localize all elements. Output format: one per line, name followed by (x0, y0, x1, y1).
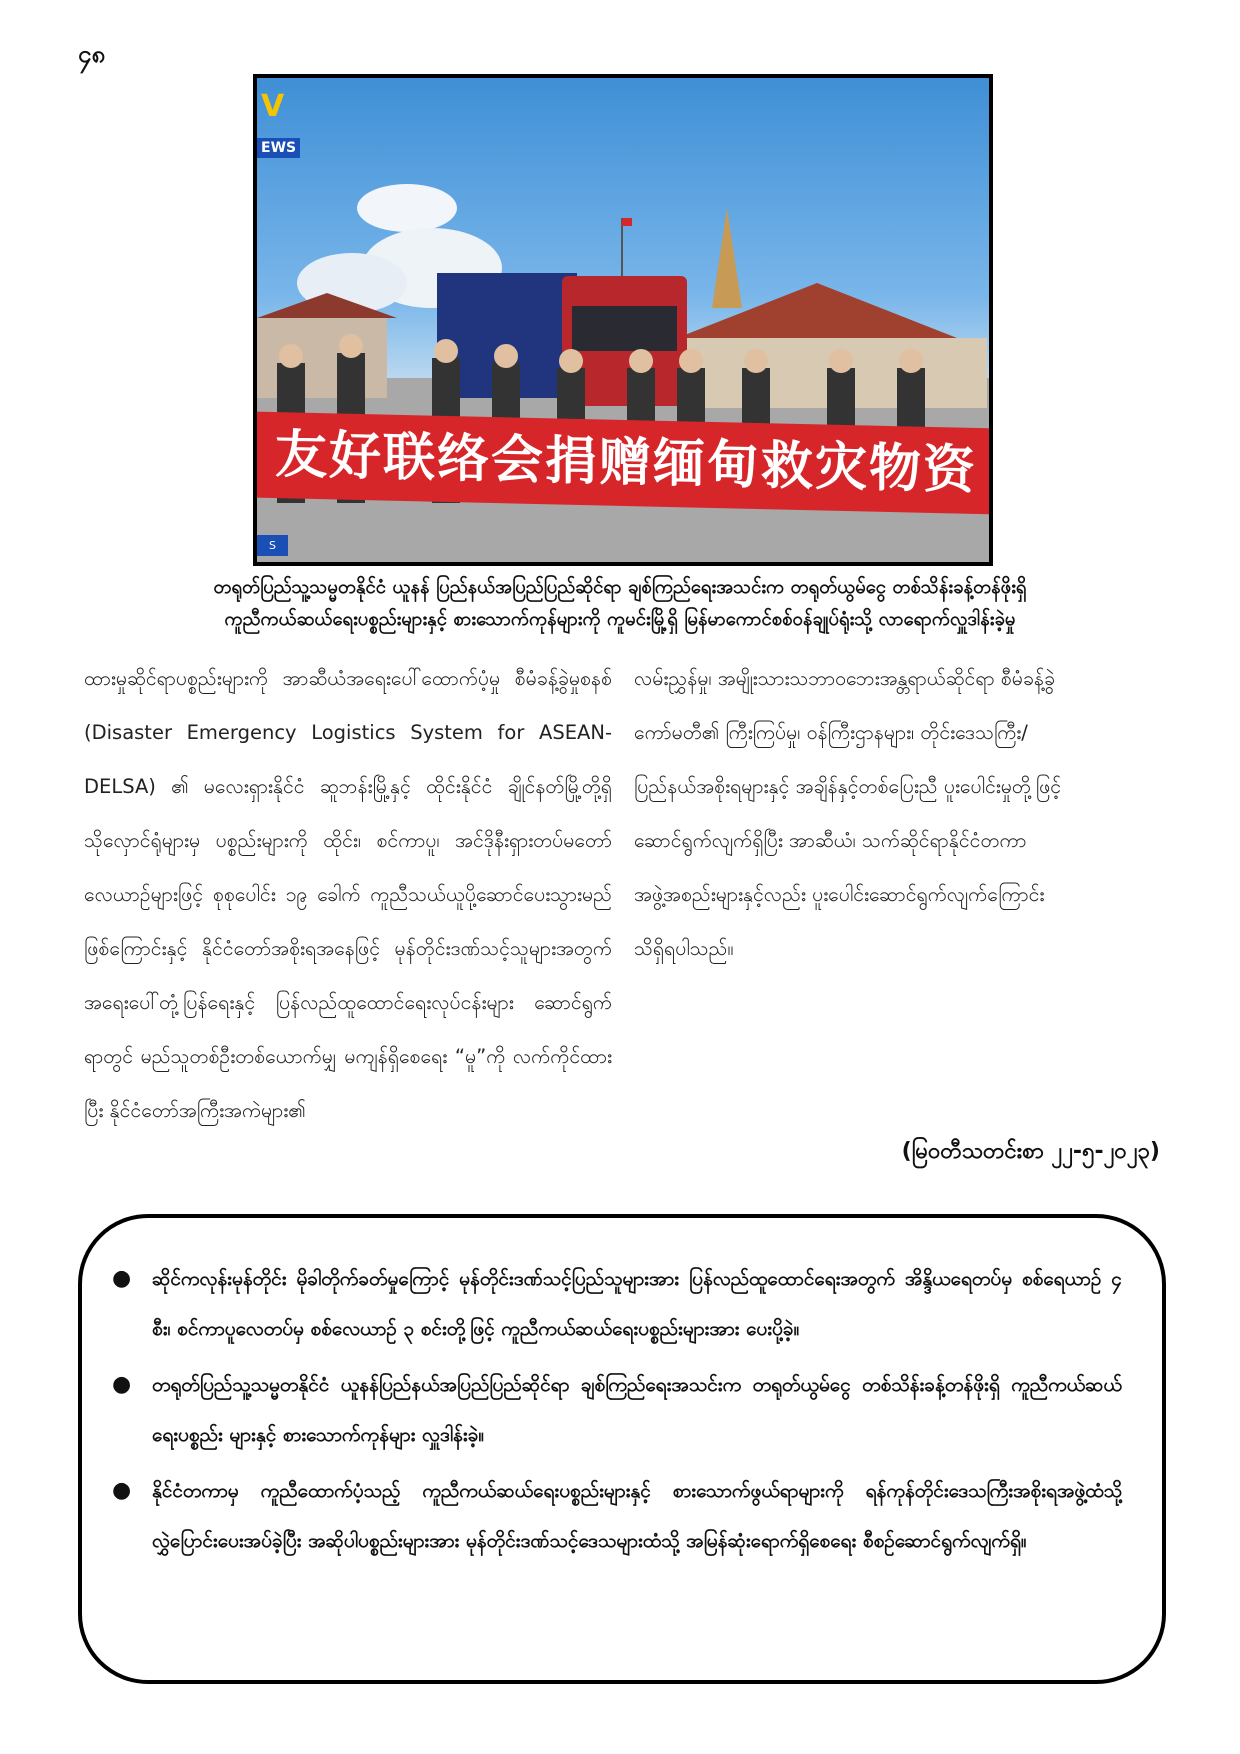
summary-box (78, 1214, 1166, 1684)
building (257, 318, 387, 398)
summary-item (112, 1254, 1122, 1354)
summary-item (112, 1466, 1122, 1566)
bullet-icon: ● (112, 1266, 132, 1291)
flag (622, 218, 632, 226)
summary-text: ဆိုင်ကလုန်းမုန်တိုင်း မိုခါတိုက်ခတ်မှုကြောင့် မုန်တိုင်းဒဏ်သင့်ပြည်သူများအား ပြန်လည်ထူထောင်ရေးအတွက် အိန္ဒိယရေတပ်မှ စစ်ရေယာဉ် ၄ စီး၊ စင်ကာပူလေတပ်မှ စစ်လေယာဉ် ၃ စင်းတို့ဖြင့် ကူညီကယ်ဆယ်ရေးပစ္စည်းများအား ပေးပို့ခဲ့။ (152, 1268, 1122, 1340)
summary-list (112, 1254, 1122, 1572)
article-line: အဖွဲ့အစည်းများနှင့်လည်း ပူးပေါင်းဆောင်ရွက်လျက်ကြောင်း (634, 883, 1045, 906)
red-banner: 友好联络会捐赠缅甸救灾物资 (257, 412, 993, 515)
summary-text: တရုတ်ပြည်သူ့သမ္မတနိုင်ငံ ယူနန်ပြည်နယ်အပြည်ပြည်ဆိုင်ရာ ချစ်ကြည်ရေးအသင်းက တရုတ်ယွမ်ငွေ တစ်သိန်းခန့်တန်ဖိုးရှိ ကူညီကယ်ဆယ်ရေးပစ္စည်း များနှင့် စားသောက်ကုန်များ လှူဒါန်းခဲ့။ (152, 1374, 1122, 1446)
article-line: ဆောင်ရွက်လျက်ရှိပြီး အာဆီယံ၊ သက်ဆိုင်ရာနိုင်ငံတကာ (634, 829, 1027, 852)
tv-logo-mark: V (261, 89, 285, 124)
article-column-left: ထားမှုဆိုင်ရာပစ္စည်းများကို အာဆီယံအရေးပေါ်ထောက်ပံ့မှု စီမံခန့်ခွဲမှုစနစ် (Disaster Emergency Logistics System for ASEAN- DELSA) ၏ မလေးရှားနိုင်ငံ ဆူဘန်းမြို့နှင့် ထိုင်းနိုင်ငံ ချိုင်နတ်မြို့တို့ရှိ သိုလှောင်ရုံများမှ ပစ္စည်းများကို ထိုင်း၊ စင်ကာပူ၊ အင်ဒိုနီးရှားတပ်မတော်လေယာဉ်များဖြင့် စုစုပေါင်း ၁၉ ခေါက် ကူညီသယ်ယူပို့ဆောင်ပေးသွားမည်ဖြစ်ကြောင်းနှင့် နိုင်ငံတော်အစိုးရအနေဖြင့် မုန်တိုင်းဒဏ်သင့်သူများအတွက် အရေးပေါ်တုံ့ပြန်ရေးနှင့် ပြန်လည်ထူထောင်ရေးလုပ်ငန်းများ ဆောင်ရွက်ရာတွင် မည်သူတစ်ဦးတစ်ယောက်မျှ မကျန်ရှိစေရေး “မူ”ကို လက်ကိုင်ထားပြီး နိုင်ငံတော်အကြီးအကဲများ၏ (84, 667, 612, 1122)
cloud (357, 184, 457, 232)
summary-item (112, 1360, 1122, 1460)
bullet-icon: ● (112, 1372, 132, 1397)
article-line: ပြည်နယ်အစိုးရများနှင့် အချိန်နှင့်တစ်ပြေးညီ ပူးပေါင်းမှုတို့ဖြင့် (634, 775, 1062, 798)
photo-caption (100, 572, 1140, 636)
bullet-icon: ● (112, 1478, 132, 1503)
source-citation: (မြဝတီသတင်းစာ ၂၂-၅-၂၀၂၃) (901, 1139, 1160, 1164)
truck-window (572, 306, 677, 351)
tv-lower-third: S (257, 535, 288, 556)
article-line: လမ်းညွှန်မှု၊ အမျိုးသားသဘာဝဘေးအန္တရာယ်ဆိုင်ရာ စီမံခန့်ခွဲ (634, 667, 1055, 690)
article-column-right (634, 652, 1162, 976)
pagoda (712, 208, 742, 308)
news-photo (253, 74, 993, 566)
tv-news-label: EWS (257, 138, 300, 158)
tv-channel-logo (261, 89, 295, 132)
caption-line: တရုတ်ပြည်သူ့သမ္မတနိုင်ငံ ယူနန် ပြည်နယ်အပြည်ပြည်ဆိုင်ရာ ချစ်ကြည်ရေးအသင်းက တရုတ်ယွမ်ငွေ တစ်သိန်းခန့်တန်ဖိုးရှိ (213, 577, 1027, 598)
article-line: သိရှိရပါသည်။ (634, 937, 734, 960)
summary-text: နိုင်ငံတကာမှ ကူညီထောက်ပံ့သည့် ကူညီကယ်ဆယ်ရေးပစ္စည်းများနှင့် စားသောက်ဖွယ်ရာများကို ရန်ကုန်တိုင်းဒေသကြီးအစိုးရအဖွဲ့ထံသို့ လွှဲပြောင်းပေးအပ်ခဲ့ပြီး အဆိုပါပစ္စည်းများအား မုန်တိုင်းဒဏ်သင့်ဒေသများထံသို့ အမြန်ဆုံးရောက်ရှိစေရေး စီစဉ်ဆောင်ရွက်လျက်ရှိ။ (152, 1480, 1122, 1552)
caption-line: ကူညီကယ်ဆယ်ရေးပစ္စည်းများနှင့် စားသောက်ကုန်များကို ကူမင်းမြို့ရှိ မြန်မာကောင်စစ်ဝန်ချုပ်ရုံးသို့ လာရောက်လှူဒါန်းခဲ့မှု (224, 609, 1016, 630)
article-line: ကော်မတီ၏ ကြီးကြပ်မှု၊ ဝန်ကြီးဌာနများ၊ တိုင်းဒေသကြီး/ (634, 721, 1028, 744)
page-number: ၄၈ (78, 40, 106, 68)
